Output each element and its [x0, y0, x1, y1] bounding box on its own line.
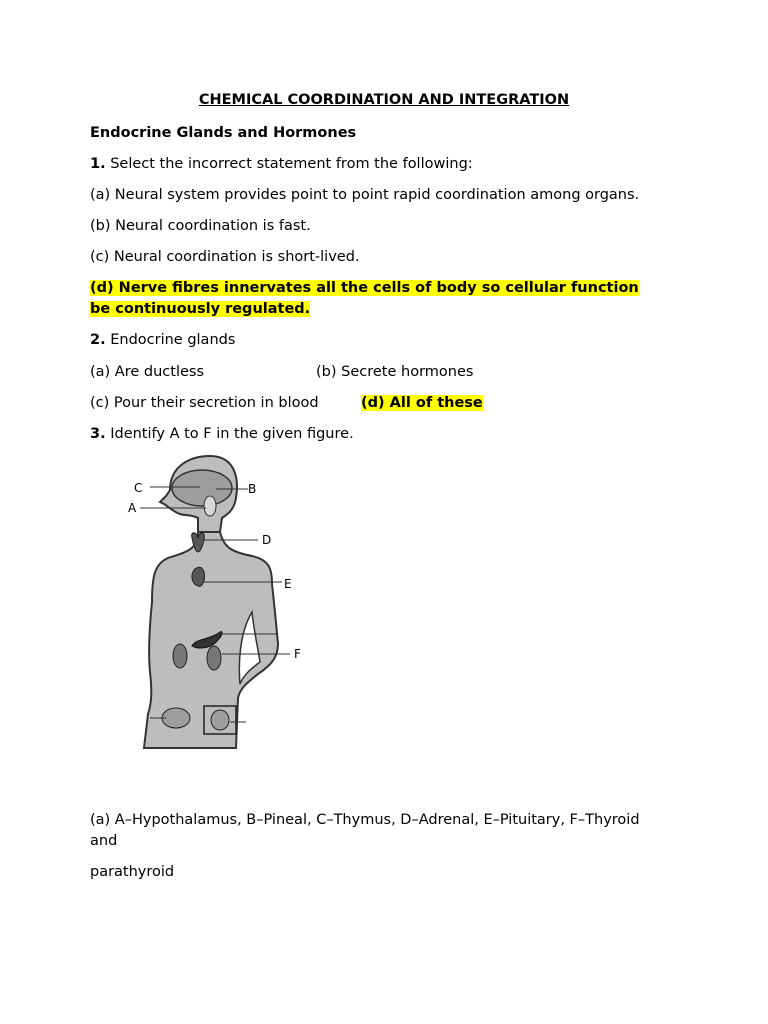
section-heading: Endocrine Glands and Hormones: [90, 125, 357, 141]
q3-option-a-line3: parathyroid: [90, 864, 175, 880]
label-a: A: [128, 501, 137, 515]
q2-option-a: (a) Are ductless: [90, 364, 205, 380]
question-3-number: 3.: [90, 426, 106, 442]
right-kidney: [207, 646, 221, 670]
testis: [211, 710, 229, 730]
left-kidney: [173, 644, 187, 668]
brain: [172, 470, 232, 506]
question-2-text: Endocrine glands: [110, 332, 236, 348]
q3-option-a-line1: (a) A–Hypothalamus, B–Pineal, C–Thymus, D–Adrenal, E–Pituitary, F–Thyroid: [90, 812, 640, 828]
q2-option-d-text: (d) All of these: [361, 395, 483, 411]
q3-option-a-line2: and: [90, 833, 118, 849]
q2-option-c: (c) Pour their secretion in blood: [90, 395, 319, 411]
label-d: D: [262, 533, 272, 547]
label-b: B: [248, 482, 257, 496]
q1-option-d-text-1: (d) Nerve fibres innervates all the cells of body so cellular function: [90, 280, 639, 296]
q1-option-a: (a) Neural system provides point to point rapid coordination among organs.: [90, 187, 640, 203]
endocrine-figure: [120, 452, 320, 756]
q1-option-d-line2: [90, 299, 310, 320]
thymus-gland: [192, 567, 205, 586]
label-e: E: [284, 577, 292, 591]
q2-option-d: [361, 393, 483, 414]
q1-option-d-text-2: be continuously regulated.: [90, 301, 311, 317]
q1-option-c: (c) Neural coordination is short-lived.: [90, 249, 360, 265]
question-3-text: Identify A to F in the given figure.: [110, 426, 354, 442]
question-2-number: 2.: [90, 332, 106, 348]
page-title: CHEMICAL COORDINATION AND INTEGRATION: [198, 92, 570, 108]
brain-stem: [204, 496, 216, 516]
label-c: C: [134, 481, 143, 495]
endocrine-diagram: [120, 452, 320, 752]
question-3: [90, 424, 354, 445]
q1-option-d-line1: [90, 278, 639, 299]
ovaries: [162, 708, 190, 728]
question-1: [90, 154, 473, 175]
q2-option-b: (b) Secrete hormones: [316, 364, 474, 380]
question-1-number: 1.: [90, 156, 106, 172]
question-2: [90, 330, 235, 351]
q1-option-b: (b) Neural coordination is fast.: [90, 218, 311, 234]
label-f: F: [294, 647, 301, 661]
question-1-text: Select the incorrect statement from the following:: [110, 156, 473, 172]
